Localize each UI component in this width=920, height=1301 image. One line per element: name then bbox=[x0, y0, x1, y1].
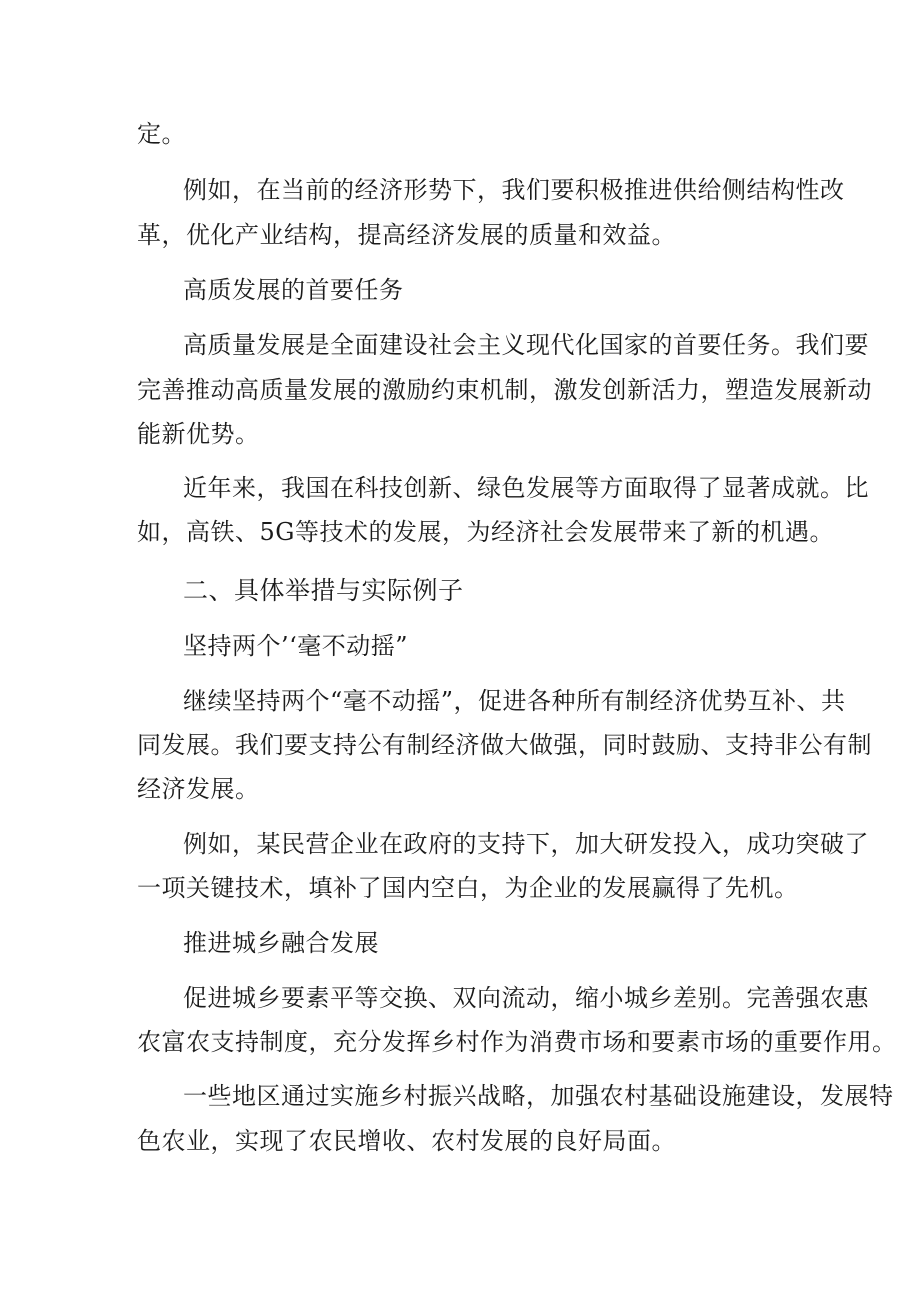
paragraph-line: 一些地区通过实施乡村振兴战略，加强农村基础设施建设，发展特 bbox=[183, 1082, 894, 1110]
paragraph-line: 经济发展。 bbox=[137, 775, 260, 803]
paragraph-line: 例如，某民营企业在政府的支持下，加大研发投入，成功突破了 bbox=[183, 830, 869, 858]
paragraph-line: 高质量发展是全面建设社会主义现代化国家的首要任务。我们要 bbox=[183, 331, 869, 359]
paragraph-line: 农富农支持制度，充分发挥乡村作为消费市场和要素市场的重要作用。 bbox=[137, 1028, 897, 1056]
paragraph-line: 定。 bbox=[137, 120, 186, 148]
section-heading: 二、具体举措与实际例子 bbox=[183, 576, 464, 605]
paragraph-line: 例如，在当前的经济形势下，我们要积极推进供给侧结构性改 bbox=[183, 176, 845, 204]
paragraph-line: 促进城乡要素平等交换、双向流动，缩小城乡差别。完善强农惠 bbox=[183, 984, 869, 1012]
paragraph-line: 色农业，实现了农民增收、农村发展的良好局面。 bbox=[137, 1127, 676, 1155]
paragraph-line: 同发展。我们要支持公有制经济做大做强，同时鼓励、支持非公有制 bbox=[137, 731, 872, 759]
subheading: 推进城乡融合发展 bbox=[183, 929, 379, 957]
paragraph-line: 完善推动高质量发展的激励约束机制，激发创新活力，塑造发展新动 bbox=[137, 376, 872, 404]
paragraph-line: 革，优化产业结构，提高经济发展的质量和效益。 bbox=[137, 221, 676, 249]
paragraph-line: 能新优势。 bbox=[137, 420, 260, 448]
paragraph-line: 继续坚持两个“毫不动摇”，促进各种所有制经济优势互补、共 bbox=[183, 687, 846, 715]
paragraph-line: 近年来，我国在科技创新、绿色发展等方面取得了显著成就。比 bbox=[183, 474, 869, 502]
subheading: 高质发展的首要任务 bbox=[183, 276, 404, 304]
paragraph-line: 如，高铁、5G等技术的发展，为经济社会发展带来了新的机遇。 bbox=[137, 518, 834, 546]
subheading: 坚持两个’‘毫不动摇” bbox=[183, 632, 409, 660]
paragraph-line: 一项关键技术，填补了国内空白，为企业的发展赢得了先机。 bbox=[137, 874, 799, 902]
